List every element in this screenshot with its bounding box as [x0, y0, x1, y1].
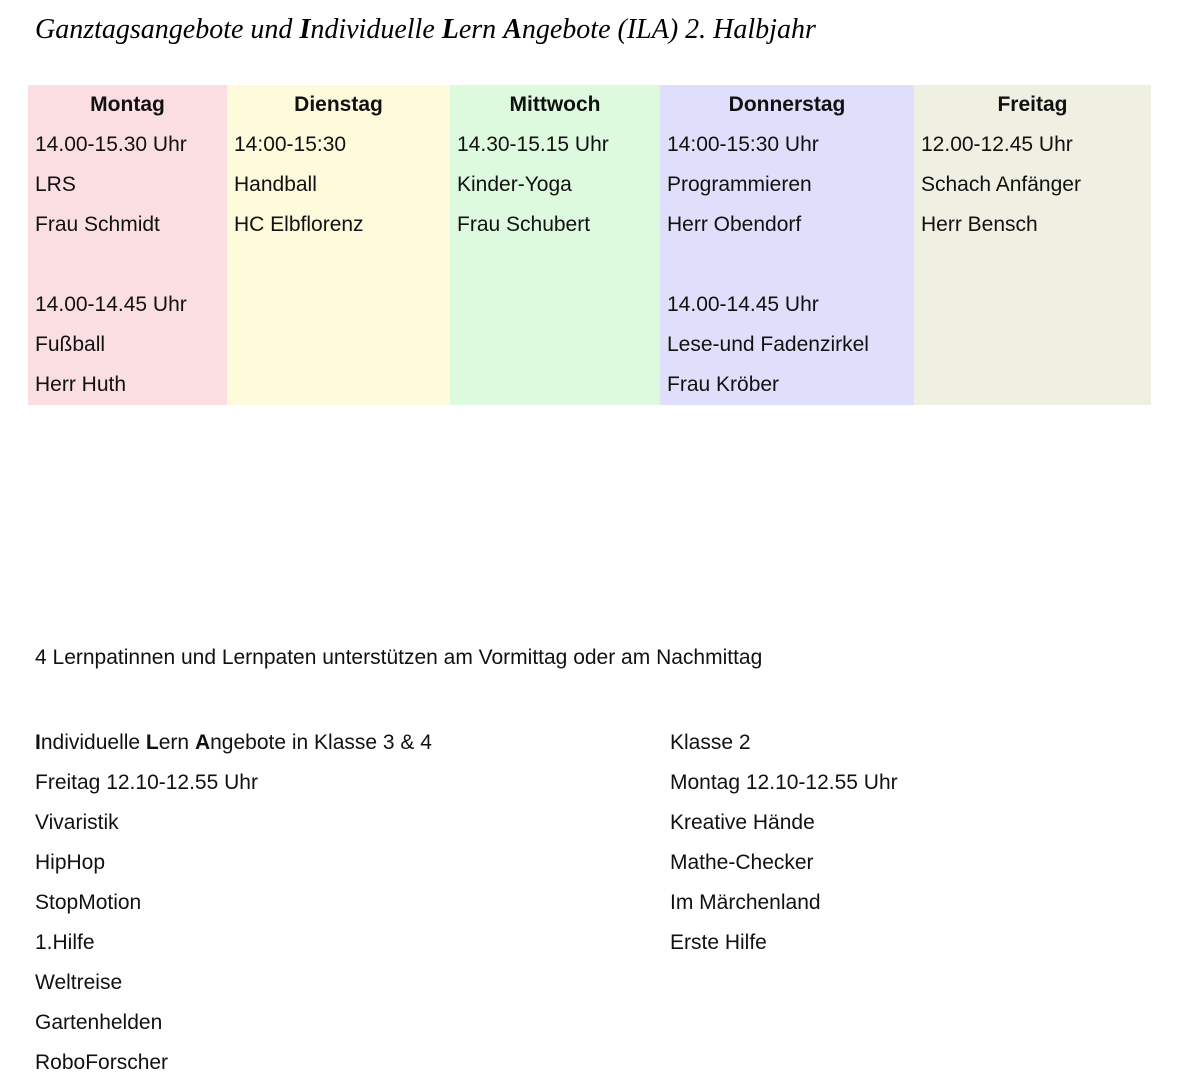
ila-time-left: Freitag 12.10-12.55 Uhr: [35, 771, 258, 794]
list-item: Mathe-Checker: [670, 851, 814, 874]
ila-list-klasse-2: [670, 723, 898, 963]
schedule-cell: [450, 365, 660, 405]
schedule-cell: Frau Kröber: [667, 373, 780, 396]
list-item: HipHop: [35, 851, 106, 874]
schedule-cell: LRS: [35, 173, 76, 196]
list-item: Weltreise: [35, 971, 123, 994]
schedule-cell: Kinder-Yoga: [457, 173, 572, 196]
day-column-dienstag: [227, 85, 450, 405]
ila-heading-klasse-3-4: Individuelle Lern Angebote in Klasse 3 & 4: [35, 731, 432, 754]
schedule-cell: [450, 325, 660, 365]
schedule-cell: 14.00-14.45 Uhr: [667, 293, 819, 316]
schedule-cell: [914, 245, 1151, 285]
schedule-cell: [227, 285, 450, 325]
schedule-cell: Herr Bensch: [921, 213, 1038, 236]
schedule-cell: [660, 245, 914, 285]
schedule-cell: [450, 245, 660, 285]
page-title: Ganztagsangebote und Individuelle Lern Angebote (ILA) 2. Halbjahr: [35, 14, 816, 45]
schedule-cell: [914, 365, 1151, 405]
list-item: Im Märchenland: [670, 891, 821, 914]
schedule-cell: Programmieren: [667, 173, 812, 196]
list-item: RoboForscher: [35, 1051, 169, 1074]
schedule-cell: 14.00-15.30 Uhr: [35, 133, 187, 156]
schedule-cell: [914, 325, 1151, 365]
day-column-montag: [28, 85, 227, 405]
day-column-freitag: [914, 85, 1151, 405]
schedule-cell: Frau Schmidt: [35, 213, 160, 236]
schedule-cell: Herr Obendorf: [667, 213, 802, 236]
schedule-cell: [227, 365, 450, 405]
list-item: Kreative Hände: [670, 811, 815, 834]
ila-list-klasse-3-4: [35, 723, 432, 1083]
schedule-cell: Fußball: [35, 333, 106, 356]
list-item: 1.Hilfe: [35, 931, 95, 954]
day-column-donnerstag: [660, 85, 914, 405]
schedule-cell: [450, 285, 660, 325]
list-item: Erste Hilfe: [670, 931, 767, 954]
schedule-table: [28, 85, 1151, 405]
list-item: Vivaristik: [35, 811, 119, 834]
schedule-cell: 14.00-14.45 Uhr: [35, 293, 187, 316]
schedule-cell: 14:00-15:30: [234, 133, 347, 156]
schedule-cell: Handball: [234, 173, 317, 196]
day-header-freitag: Freitag: [997, 93, 1068, 116]
ila-time-right: Montag 12.10-12.55 Uhr: [670, 771, 898, 794]
list-item: Gartenhelden: [35, 1011, 163, 1034]
list-item: StopMotion: [35, 891, 142, 914]
schedule-cell: [227, 325, 450, 365]
schedule-cell: 14.30-15.15 Uhr: [457, 133, 609, 156]
schedule-cell: [28, 245, 227, 285]
schedule-cell: Herr Huth: [35, 373, 127, 396]
schedule-cell: [227, 245, 450, 285]
day-header-mittwoch: Mittwoch: [509, 93, 601, 116]
day-column-mittwoch: [450, 85, 660, 405]
schedule-cell: 12.00-12.45 Uhr: [921, 133, 1073, 156]
day-header-montag: Montag: [90, 93, 165, 116]
ila-heading-klasse-2: Klasse 2: [670, 731, 751, 754]
schedule-cell: Frau Schubert: [457, 213, 591, 236]
schedule-cell: 14:00-15:30 Uhr: [667, 133, 819, 156]
day-header-dienstag: Dienstag: [294, 93, 383, 116]
day-header-donnerstag: Donnerstag: [728, 93, 846, 116]
schedule-cell: HC Elbflorenz: [234, 213, 364, 236]
schedule-cell: Schach Anfänger: [921, 173, 1081, 196]
patrons-note: 4 Lernpatinnen und Lernpaten unterstützen am Vormittag oder am Nachmittag: [35, 646, 763, 669]
schedule-cell: [914, 285, 1151, 325]
schedule-cell: Lese-und Fadenzirkel: [667, 333, 869, 356]
